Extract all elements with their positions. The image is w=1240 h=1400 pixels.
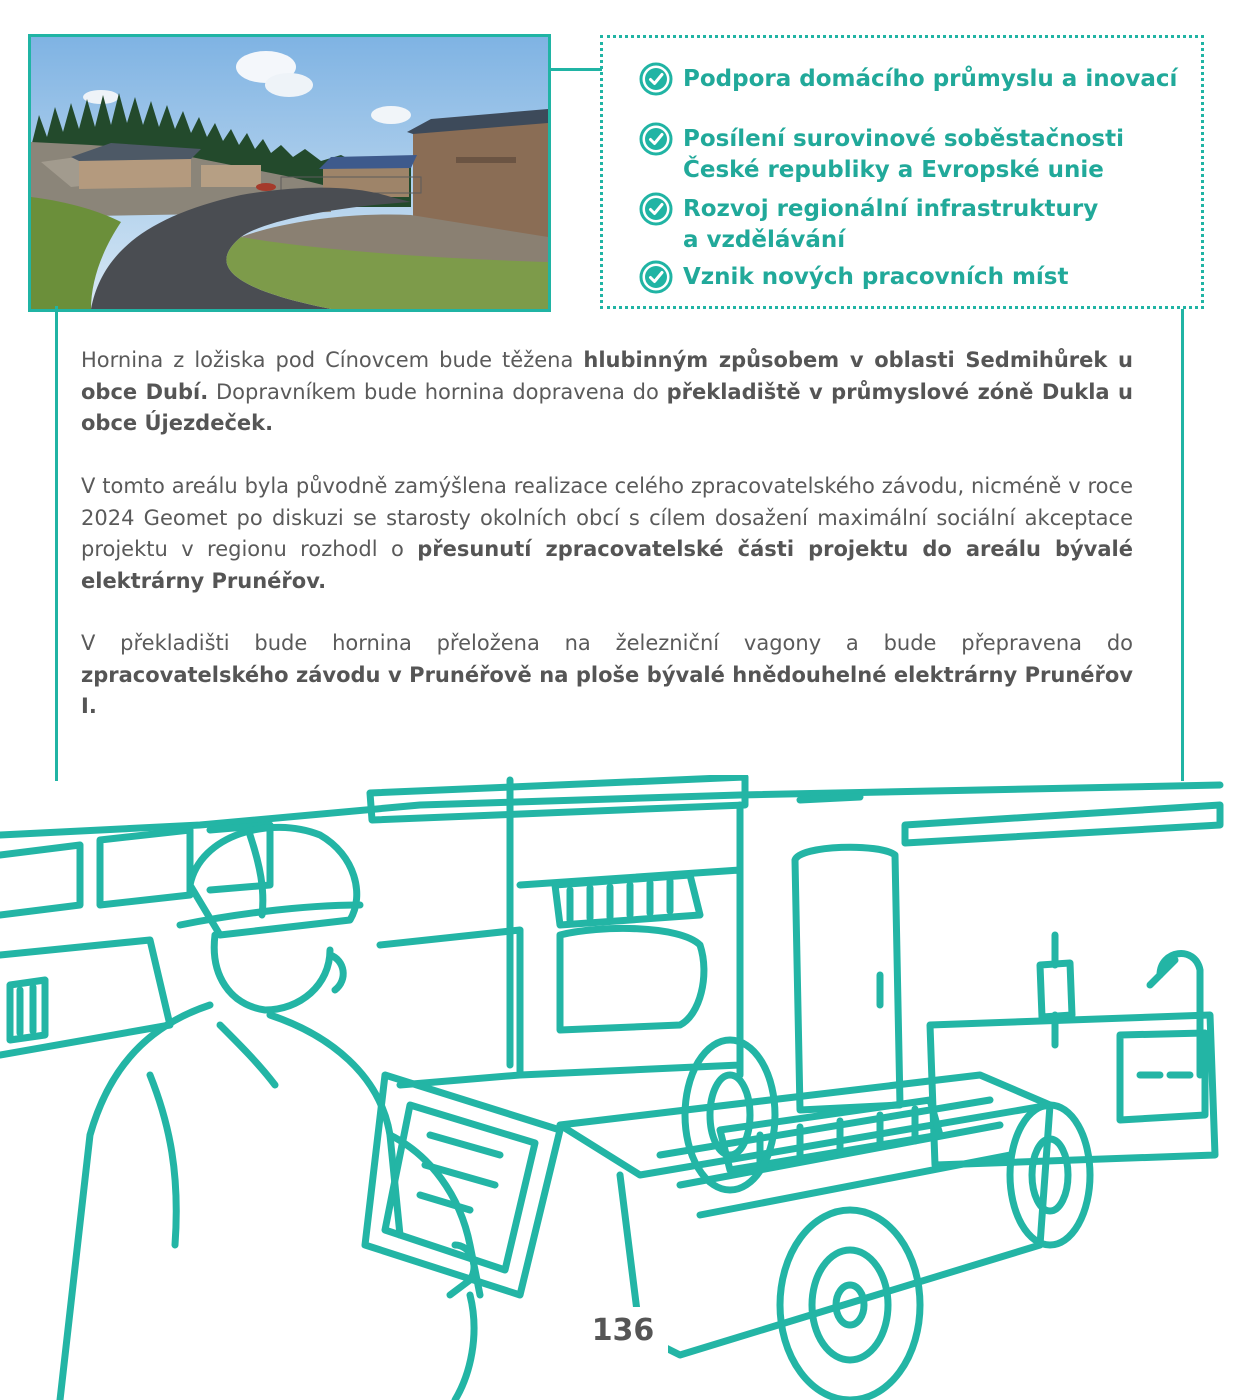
benefit-item — [639, 64, 1177, 96]
paragraph-relocation — [81, 471, 1133, 597]
page-number: 136 — [578, 1307, 668, 1355]
paragraph-text: V překladišti bude hornina přeložena na železniční vagony a bude přepravena do — [81, 631, 1133, 655]
benefit-text: Podpora domácího průmyslu a inovací — [683, 66, 1178, 92]
site-photo — [28, 34, 551, 312]
left-rule — [55, 306, 58, 781]
check-circle-icon — [639, 260, 673, 294]
benefit-text: Posílení surovinové soběstačnosti České republiky a Evropské unie — [683, 126, 1124, 183]
paragraph-transport — [81, 628, 1133, 723]
paragraph-text: Dopravníkem bude hornina dopravena do — [208, 379, 667, 404]
check-circle-icon — [639, 62, 673, 96]
paragraph-bold: hlubinným způsobem v oblasti Sedmihůrek u obce Dubí. — [81, 348, 1134, 404]
paragraph-text: Hornina z ložiska pod Cínovcem bude těžena — [81, 348, 584, 372]
paragraph-mining — [81, 345, 1133, 440]
right-rule — [1181, 309, 1184, 781]
paragraph-text: V tomto areálu byla původně zamýšlena realizace celého zpracovatelského závodu, nicméně v roce 2024 Geomet po diskuzi se starosty okolních obcí s cílem dosažení maximální sociální akceptace projektu v regionu rozhodl o — [81, 474, 1133, 561]
benefit-item — [639, 262, 1069, 294]
benefit-text: Rozvoj regionální infrastruktury a vzdělávání — [683, 196, 1099, 253]
connector-line — [548, 68, 602, 71]
benefit-item — [639, 124, 1124, 186]
benefit-item — [639, 194, 1098, 256]
benefits-box — [600, 35, 1204, 309]
check-circle-icon — [639, 122, 673, 156]
paragraph-bold: překladiště v průmyslové zóně Dukla u obce Újezdeček. — [81, 379, 1133, 435]
paragraph-bold: zpracovatelského závodu v Prunéřově na ploše bývalé hnědouhelné elektrárny Prunéřov I. — [81, 662, 1133, 718]
check-circle-icon — [639, 192, 673, 226]
paragraph-bold: přesunutí zpracovatelské části projektu do areálu bývalé elektrárny Prunéřov. — [81, 537, 1133, 593]
benefit-text: Vznik nových pracovních míst — [683, 264, 1069, 290]
